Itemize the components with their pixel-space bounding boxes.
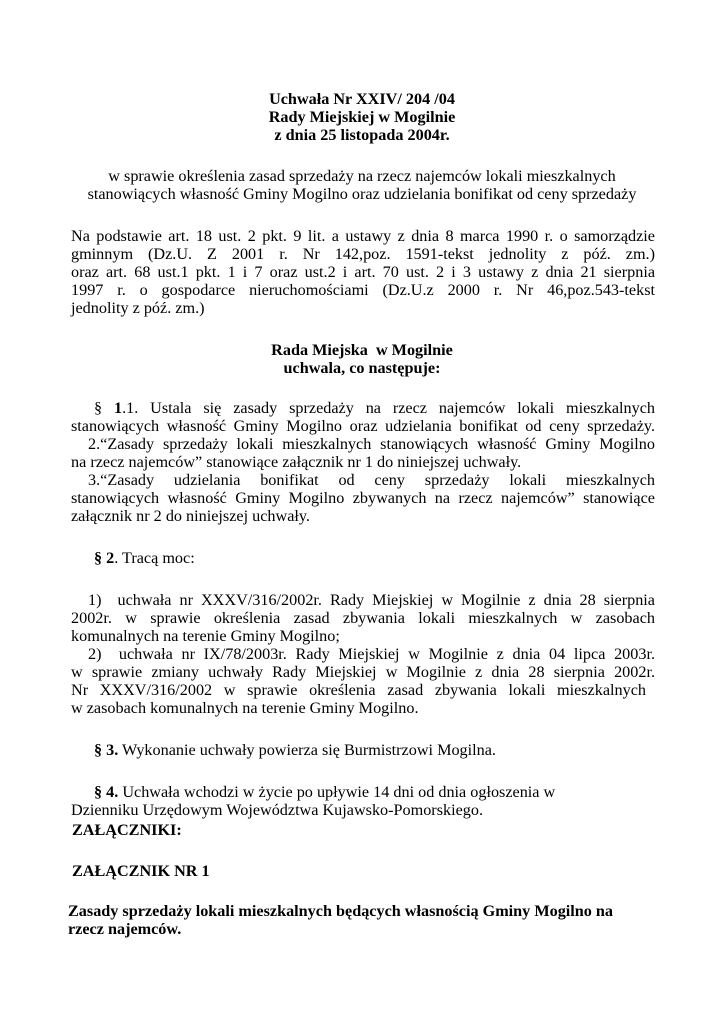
basis-line-3: oraz art. 68 ust.1 pkt. 1 i 7 oraz ust.2 i art. 70 ust. 2 i 3 ustawy z dnia 21 sierpnia xyxy=(71,263,655,281)
attachments-heading: ZAŁĄCZNIKI: xyxy=(72,821,182,839)
par1-line-5: 3.“Zasady udzielania bonifikat od ceny sprzedaży lokali mieszkalnych xyxy=(88,471,655,489)
subject-line-1: w sprawie określenia zasad sprzedaży na rzecz najemców lokali mieszkalnych xyxy=(108,167,616,185)
par4-line-1 xyxy=(94,783,555,801)
par1-line-6: stanowiących własność Gminy Mogilno zbywanych na rzecz najemców” stanowiące xyxy=(71,489,655,507)
basis-line-2: gminnym (Dz.U. Z 2001 r. Nr 142,poz. 1591-tekst jednolity z póź. zm.) xyxy=(71,245,655,263)
par2-item-2-line-3: Nr XXXV/316/2002 w sprawie określenia zasad zbywania lokali mieszkalnych xyxy=(71,681,646,699)
par2-label: § 2 xyxy=(94,549,115,567)
council-name: Rady Miejskiej w Mogilnie xyxy=(268,108,456,126)
basis-line-5: jednolity z póź. zm.) xyxy=(71,299,205,317)
basis-line-1: Na podstawie art. 18 ust. 2 pkt. 9 lit. a ustawy z dnia 8 marca 1990 r. o samorządzie xyxy=(71,227,655,245)
par3-label: § 3. xyxy=(94,741,119,759)
resolution-date: z dnia 25 listopada 2004r. xyxy=(274,126,450,144)
annex-1-heading: ZAŁĄCZNIK NR 1 xyxy=(72,862,210,880)
par4-text: Uchwała wchodzi w życie po upływie 14 dni od dnia ogłoszenia w xyxy=(118,783,556,801)
par2-item-1-line-2: 2002r. w sprawie określenia zasad zbywania lokali mieszkalnych w zasobach xyxy=(71,609,655,627)
resolution-number: Uchwała Nr XXIV/ 204 /04 xyxy=(269,90,455,108)
par4-line-2: Dzienniku Urzędowym Województwa Kujawsko-Pomorskiego. xyxy=(71,801,483,819)
par1-line-2: stanowiących własność Gminy Mogilno oraz udzielania bonifikat od ceny sprzedaży. xyxy=(71,417,655,435)
par1-line-3: 2.“Zasady sprzedaży lokali mieszkalnych stanowiących własność Gminy Mogilno xyxy=(88,435,655,453)
par4-label: § 4. xyxy=(94,783,119,801)
par1-text: .1. Ustala się zasady sprzedaży na rzecz najemców lokali mieszkalnych xyxy=(122,399,655,417)
council-heading: Rada Miejska w Mogilnie xyxy=(271,341,453,359)
annex-1-title-line-1: Zasady sprzedaży lokali mieszkalnych będących własnością Gminy Mogilno na xyxy=(68,902,614,920)
par1-line-7: załącznik nr 2 do niniejszej uchwały. xyxy=(71,507,310,525)
par1-line-1 xyxy=(94,399,655,417)
par2-item-1-line-1: 1) uchwała nr XXXV/316/2002r. Rady Miejskiej w Mogilnie z dnia 28 sierpnia xyxy=(88,591,655,609)
par2-item-2-line-1: 2) uchwała nr IX/78/2003r. Rady Miejskiej w Mogilnie z dnia 04 lipca 2003r. xyxy=(88,645,655,663)
par2-item-2-line-2: w sprawie zmiany uchwały Rady Miejskiej w Mogilnie z dnia 28 sierpnia 2002r. xyxy=(71,663,655,681)
par2-text: . Tracą moc: xyxy=(114,549,195,567)
par2-item-2-line-4: w zasobach komunalnych na terenie Gminy Mogilno. xyxy=(71,699,419,717)
par3-text: Wykonanie uchwały powierza się Burmistrzowi Mogilna. xyxy=(118,741,496,759)
council-resolves: uchwala, co następuje: xyxy=(283,359,441,377)
par1-sign: § xyxy=(94,399,114,417)
par1-number: 1 xyxy=(113,399,123,417)
par2-line xyxy=(94,549,195,567)
par1-line-4: na rzecz najemców” stanowiące załącznik nr 1 do niniejszej uchwały. xyxy=(71,453,522,471)
basis-line-4: 1997 r. o gospodarce nieruchomościami (Dz.U.z 2000 r. Nr 46,poz.543-tekst xyxy=(71,281,655,299)
annex-1-title-line-2: rzecz najemców. xyxy=(68,920,182,938)
subject-line-2: stanowiących własność Gminy Mogilno oraz udzielania bonifikat od ceny sprzedaży xyxy=(87,185,637,203)
par2-item-1-line-3: komunalnych na terenie Gminy Mogilno; xyxy=(71,627,340,645)
par3-line xyxy=(94,741,496,759)
